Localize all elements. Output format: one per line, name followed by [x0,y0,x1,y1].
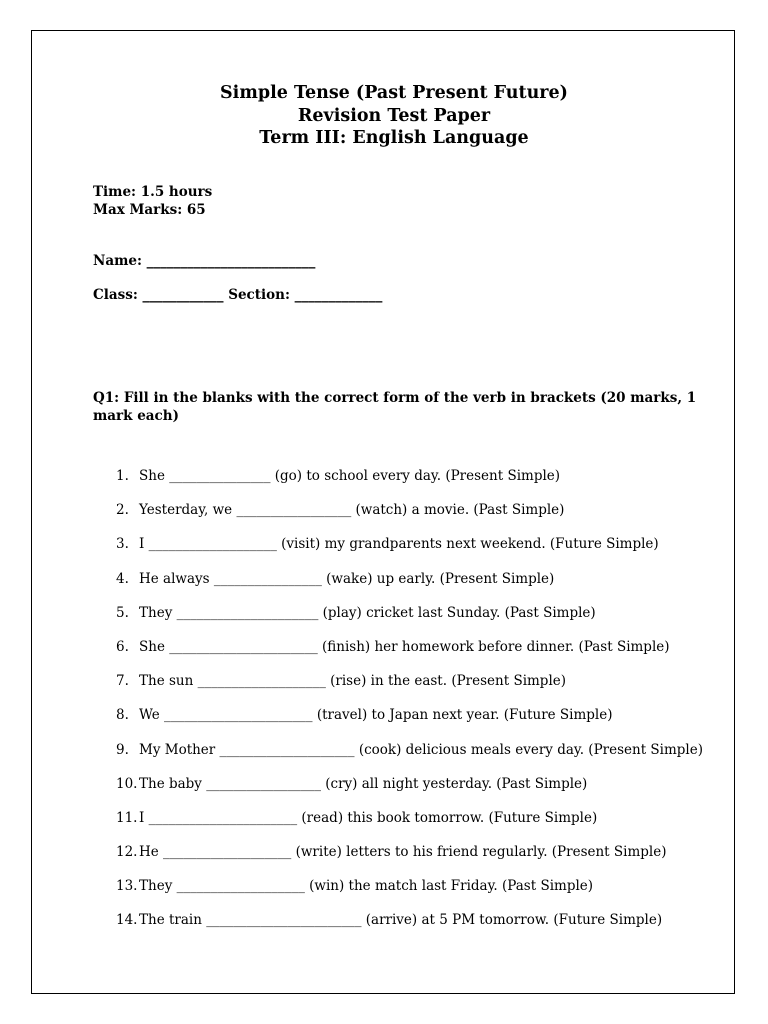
question-number: 13. [116,878,138,895]
title-line-2: Revision Test Paper [297,105,491,126]
question-item [116,637,703,671]
max-marks-label: Max Marks: 65 [93,201,206,218]
time-label: Time: 1.5 hours [93,184,213,200]
class-section-field: Class: ____________ Section: _____________ [93,287,383,303]
question-text: I ______________________ (read) this book tomorrow. (Future Simple) [139,809,598,826]
question-item [116,842,703,876]
question-1-list [116,466,703,945]
question-number: 1. [116,468,129,484]
question-item [116,740,703,774]
question-number: 3. [116,536,129,553]
question-text: The train _______________________ (arrive) at 5 PM tomorrow. (Future Simple) [139,912,663,929]
question-item [116,569,703,603]
document-header [0,82,768,150]
question-text: Yesterday, we _________________ (watch) a movie. (Past Simple) [139,502,565,519]
question-number: 2. [116,502,129,519]
question-text: My Mother ____________________ (cook) delicious meals every day. (Present Simple) [139,741,704,758]
question-text: He always ________________ (wake) up early. (Present Simple) [139,570,555,587]
question-1-heading: Q1: Fill in the blanks with the correct form of the verb in brackets (20 marks, 1 mark each) [93,390,697,424]
question-item [116,705,703,739]
question-item [116,671,703,705]
question-item [116,603,703,637]
question-number: 9. [116,741,129,758]
question-text: I ___________________ (visit) my grandparents next weekend. (Future Simple) [139,536,659,553]
question-number: 6. [116,638,129,655]
question-number: 5. [116,604,129,621]
question-number: 4. [116,570,129,587]
question-number: 14. [116,912,138,929]
question-text: The baby _________________ (cry) all night yesterday. (Past Simple) [139,775,588,792]
title-line-3: Term III: English Language [259,128,529,148]
question-text: They ___________________ (win) the match last Friday. (Past Simple) [139,878,594,895]
question-text: She ______________________ (finish) her homework before dinner. (Past Simple) [139,638,670,655]
question-number: 7. [116,673,129,690]
question-text: She _______________ (go) to school every day. (Present Simple) [139,468,561,484]
question-item [116,808,703,842]
question-text: They _____________________ (play) cricket last Sunday. (Past Simple) [139,604,596,621]
question-number: 10. [116,775,138,792]
question-text: The sun ___________________ (rise) in the east. (Present Simple) [139,673,567,690]
exam-info [93,184,212,219]
question-item [116,774,703,808]
question-text: We ______________________ (travel) to Japan next year. (Future Simple) [139,707,613,724]
question-item [116,876,703,910]
title-line-1: Simple Tense (Past Present Future) [220,83,568,103]
question-item [116,534,703,568]
question-number: 8. [116,707,129,724]
question-number: 12. [116,844,138,861]
question-item [116,466,703,500]
question-text: He ___________________ (write) letters to his friend regularly. (Present Simple) [139,844,667,861]
question-item [116,910,703,944]
question-item [116,500,703,534]
name-field: Name: _________________________ [93,253,316,269]
question-number: 11. [116,809,138,826]
